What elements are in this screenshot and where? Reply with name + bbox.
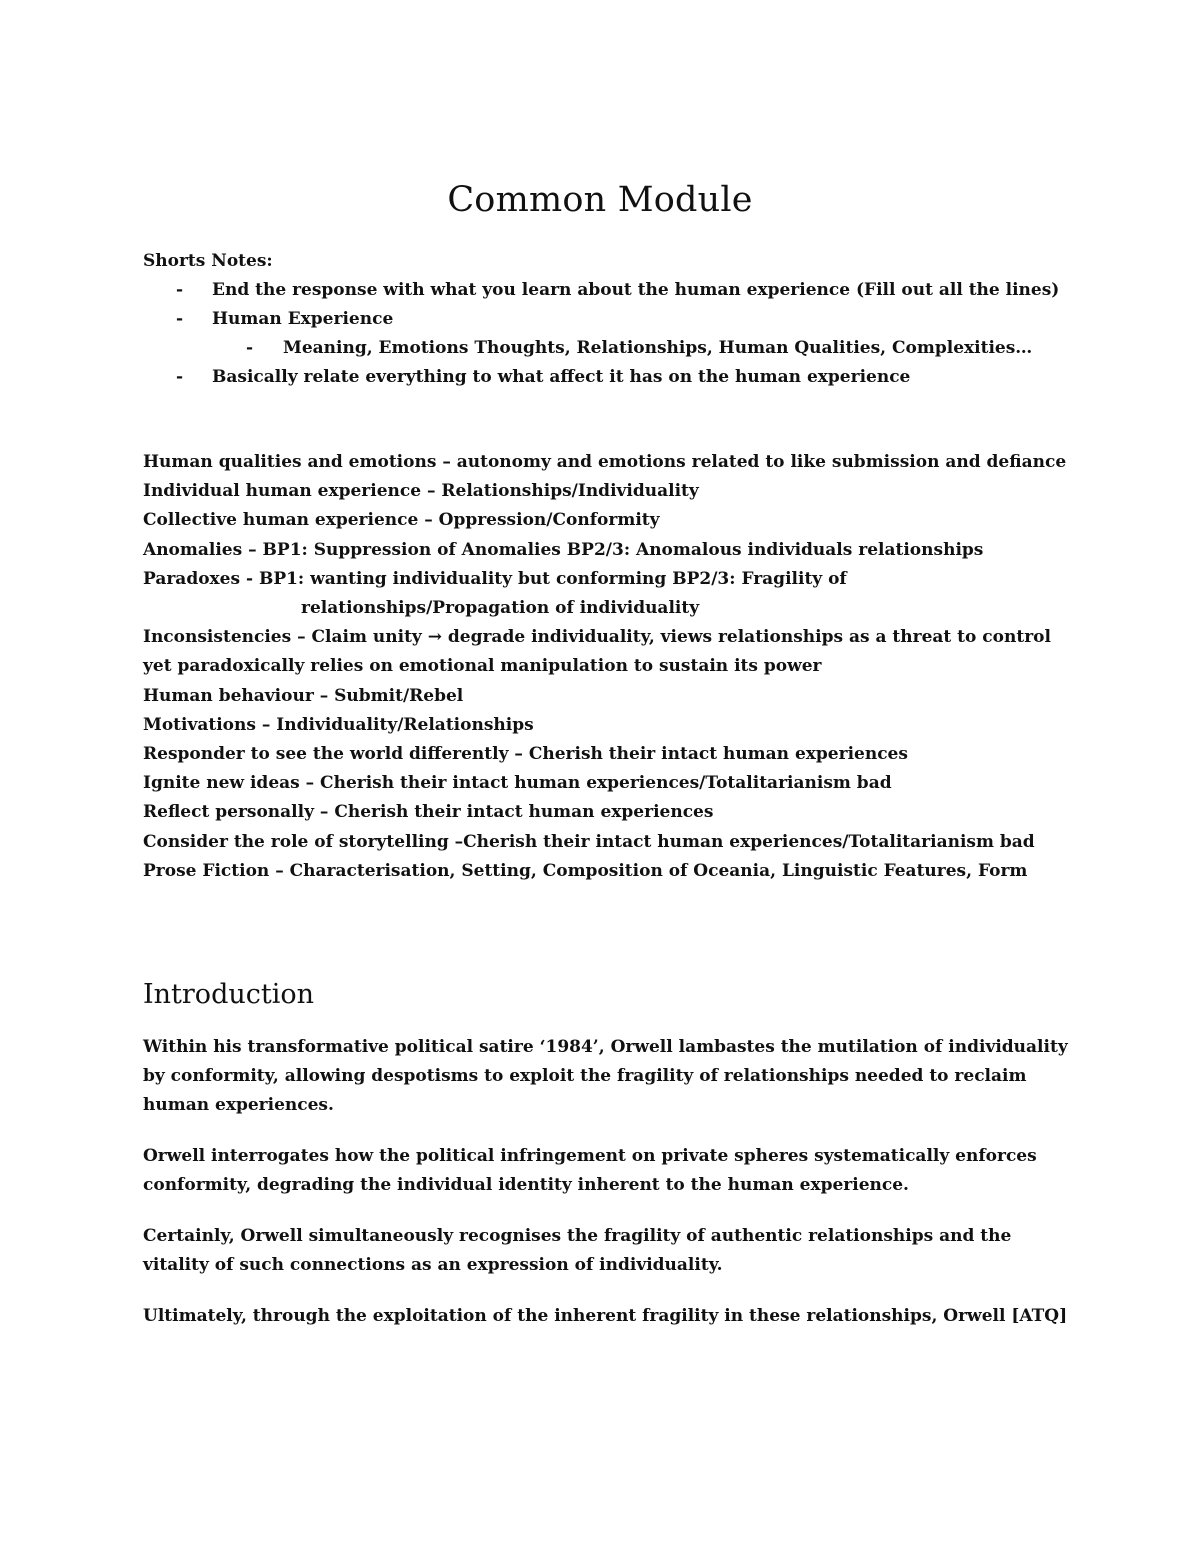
definition-term: Individual human experience: [143, 481, 422, 502]
definition-desc: – BP1: Suppression of Anomalies BP2/3: Anomalous individuals relationships: [242, 539, 984, 560]
definition-desc: –Cherish their intact human experiences/Totalitarianism bad: [448, 831, 1035, 852]
definition-line: [143, 536, 1073, 565]
definition-term: Collective human experience: [143, 510, 419, 531]
definition-term: Reflect personally: [143, 802, 314, 823]
definition-term: Human behaviour: [143, 685, 314, 706]
definition-line: [143, 798, 1073, 827]
definition-desc: – Cherish their intact human experiences/Totalitarianism bad: [299, 773, 892, 794]
definition-line: [143, 740, 1073, 769]
short-notes-section: [143, 247, 1103, 392]
definition-desc: – Claim unity → degrade individuality, views relationships as a threat to control yet paradoxically relies on emotional manipulation to sustain its power: [143, 627, 1051, 677]
definition-line: [143, 857, 1073, 886]
definition-desc: - BP1: wanting individuality but conforming BP2/3: Fragility of: [240, 568, 847, 589]
definition-term: Responder to see the world differently: [143, 744, 509, 765]
list-item: - Basically relate everything to what affect it has on the human experience: [143, 363, 1103, 392]
definition-line: [143, 623, 1073, 681]
list-item: - Human Experience: [143, 305, 1103, 334]
definition-desc: – Cherish their intact human experiences: [508, 744, 908, 765]
definition-line: [143, 565, 1073, 623]
definition-line: [143, 711, 1073, 740]
definition-term: Anomalies: [143, 539, 243, 560]
definition-term: Inconsistencies: [143, 627, 292, 648]
definition-desc: – Characterisation, Setting, Composition of Oceania, Linguistic Features, Form: [269, 860, 1028, 881]
definition-desc: – Submit/Rebel: [313, 685, 464, 706]
definition-line: [143, 477, 1073, 506]
list-item: - End the response with what you learn about the human experience (Fill out all the lines): [143, 276, 1103, 305]
definition-desc: – Relationships/Individuality: [421, 481, 699, 502]
paragraph: Ultimately, through the exploitation of the inherent fragility in these relationships, Orwell [ATQ]: [143, 1306, 1068, 1326]
definition-term: Paradoxes: [143, 568, 241, 589]
list-item: - Meaning, Emotions Thoughts, Relationships, Human Qualities, Complexities…: [143, 334, 1103, 363]
definition-term: Prose Fiction: [143, 860, 270, 881]
paragraph: Certainly, Orwell simultaneously recognises the fragility of authentic relationships and the vitality of such connections as an expression of individuality.: [143, 1226, 1012, 1275]
definition-term: Consider the role of storytelling: [143, 831, 449, 852]
definition-line: [143, 828, 1073, 857]
definition-continuation: relationships/Propagation of individuality: [301, 598, 700, 619]
introduction-heading: Introduction: [143, 979, 314, 1010]
definition-desc: – Individuality/Relationships: [255, 714, 534, 735]
definition-line: [143, 448, 1073, 477]
introduction-body: [143, 1033, 1068, 1353]
definition-desc: – Oppression/Conformity: [418, 510, 660, 531]
definition-desc: – autonomy and emotions related to like submission and defiance: [436, 452, 1067, 472]
definitions-section: [143, 448, 1073, 886]
document-title: Common Module: [447, 180, 753, 220]
paragraph: Within his transformative political satire ‘1984’, Orwell lambastes the mutilation of individuality by conformity, allowing despotisms to exploit the fragility of relationships needed to reclaim human experiences.: [143, 1037, 1068, 1115]
definition-line: [143, 682, 1073, 711]
definition-line: [143, 506, 1073, 535]
definition-term: Human qualities and emotions: [143, 452, 437, 472]
definition-line: [143, 769, 1073, 798]
definition-term: Motivations: [143, 714, 256, 735]
definition-term: Ignite new ideas: [143, 773, 300, 794]
short-notes-heading: Shorts Notes:: [143, 251, 273, 271]
definition-desc: – Cherish their intact human experiences: [313, 802, 714, 823]
paragraph: Orwell interrogates how the political infringement on private spheres systematically enforces conformity, degrading the individual identity inherent to the human experience.: [143, 1146, 1037, 1195]
short-notes-list: [143, 276, 1103, 392]
